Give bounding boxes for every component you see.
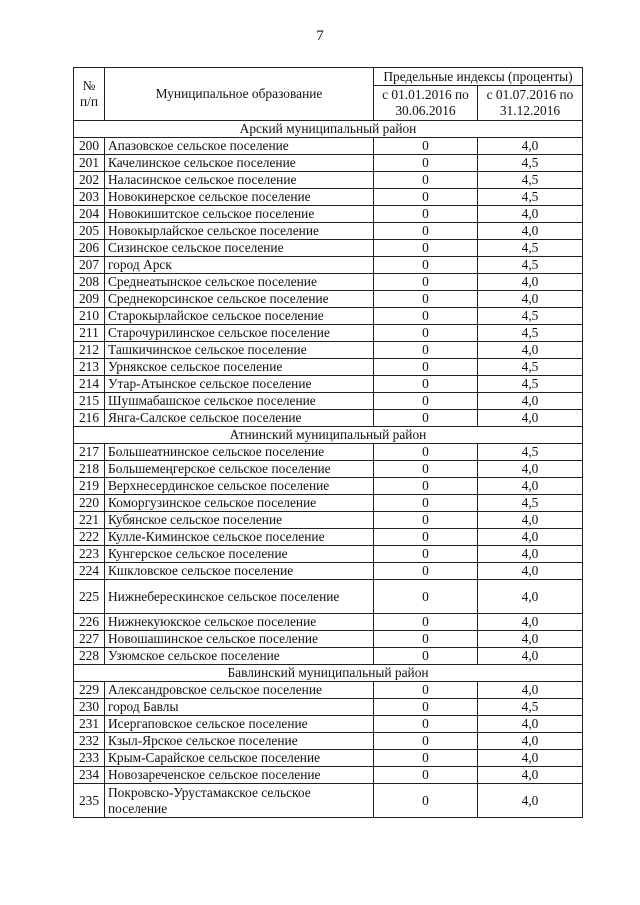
municipality-name: Покровско-Урустамакское сельское поселение — [105, 784, 374, 818]
index-period-1: 0 — [374, 444, 478, 461]
index-period-2: 4,0 — [478, 631, 583, 648]
table-row — [74, 359, 583, 376]
row-number: 225 — [74, 580, 105, 614]
index-period-2: 4,0 — [478, 750, 583, 767]
district-header-row — [74, 665, 583, 682]
index-period-1: 0 — [374, 308, 478, 325]
index-period-1: 0 — [374, 223, 478, 240]
index-period-2: 4,5 — [478, 325, 583, 342]
index-period-1: 0 — [374, 529, 478, 546]
index-period-2: 4,0 — [478, 461, 583, 478]
row-number: 232 — [74, 733, 105, 750]
index-period-1: 0 — [374, 716, 478, 733]
municipality-name: Кунгерское сельское поселение — [105, 546, 374, 563]
index-period-2: 4,5 — [478, 444, 583, 461]
index-period-1: 0 — [374, 733, 478, 750]
table-row — [74, 784, 583, 818]
table-row — [74, 512, 583, 529]
table-row — [74, 274, 583, 291]
row-number: 222 — [74, 529, 105, 546]
index-period-1: 0 — [374, 767, 478, 784]
index-period-2: 4,0 — [478, 784, 583, 818]
index-period-1: 0 — [374, 495, 478, 512]
index-period-1: 0 — [374, 699, 478, 716]
table-body — [74, 121, 583, 818]
table-row — [74, 631, 583, 648]
row-number: 201 — [74, 155, 105, 172]
row-number: 230 — [74, 699, 105, 716]
indices-table — [73, 67, 583, 818]
index-period-2: 4,0 — [478, 342, 583, 359]
municipality-name: Урнякское сельское поселение — [105, 359, 374, 376]
table-row — [74, 240, 583, 257]
municipality-name: Старочурилинское сельское поселение — [105, 325, 374, 342]
row-number: 216 — [74, 410, 105, 427]
district-name: Арский муниципальный район — [74, 121, 583, 138]
municipality-name: Узюмское сельское поселение — [105, 648, 374, 665]
municipality-name: Кзыл-Ярское сельское поселение — [105, 733, 374, 750]
row-number: 208 — [74, 274, 105, 291]
table-row — [74, 291, 583, 308]
municipality-name: город Арск — [105, 257, 374, 274]
table-row — [74, 563, 583, 580]
index-period-2: 4,0 — [478, 682, 583, 699]
index-period-1: 0 — [374, 648, 478, 665]
index-period-2: 4,0 — [478, 529, 583, 546]
table-row — [74, 529, 583, 546]
municipality-name: Качелинское сельское поселение — [105, 155, 374, 172]
row-number: 226 — [74, 614, 105, 631]
municipality-name: Новозареченское сельское поселение — [105, 767, 374, 784]
index-period-2: 4,0 — [478, 393, 583, 410]
row-number: 203 — [74, 189, 105, 206]
index-period-1: 0 — [374, 563, 478, 580]
table-row — [74, 155, 583, 172]
row-number: 215 — [74, 393, 105, 410]
row-number: 223 — [74, 546, 105, 563]
municipality-name: Нижнеберескинское сельское поселение — [105, 580, 374, 614]
row-number: 200 — [74, 138, 105, 155]
row-number: 218 — [74, 461, 105, 478]
table-row — [74, 257, 583, 274]
index-period-1: 0 — [374, 359, 478, 376]
index-period-1: 0 — [374, 240, 478, 257]
municipality-name: Сизинское сельское поселение — [105, 240, 374, 257]
index-period-1: 0 — [374, 784, 478, 818]
index-period-1: 0 — [374, 274, 478, 291]
index-period-1: 0 — [374, 410, 478, 427]
municipality-name: Янга-Салское сельское поселение — [105, 410, 374, 427]
index-period-2: 4,0 — [478, 580, 583, 614]
index-period-1: 0 — [374, 189, 478, 206]
index-period-1: 0 — [374, 393, 478, 410]
row-number: 202 — [74, 172, 105, 189]
row-number: 206 — [74, 240, 105, 257]
table-row — [74, 614, 583, 631]
municipality-name: Большеатнинское сельское поселение — [105, 444, 374, 461]
row-number: 233 — [74, 750, 105, 767]
row-number: 220 — [74, 495, 105, 512]
index-period-2: 4,0 — [478, 138, 583, 155]
index-period-1: 0 — [374, 291, 478, 308]
index-period-1: 0 — [374, 206, 478, 223]
municipality-name: Новошашинское сельское поселение — [105, 631, 374, 648]
row-number: 219 — [74, 478, 105, 495]
index-period-1: 0 — [374, 750, 478, 767]
municipality-name: Большемеңгерское сельское поселение — [105, 461, 374, 478]
table-row — [74, 410, 583, 427]
index-period-1: 0 — [374, 376, 478, 393]
index-period-2: 4,5 — [478, 308, 583, 325]
index-period-1: 0 — [374, 342, 478, 359]
index-period-1: 0 — [374, 461, 478, 478]
index-period-2: 4,5 — [478, 376, 583, 393]
row-number: 234 — [74, 767, 105, 784]
index-period-1: 0 — [374, 631, 478, 648]
row-number: 221 — [74, 512, 105, 529]
row-number: 204 — [74, 206, 105, 223]
index-period-2: 4,5 — [478, 172, 583, 189]
row-number: 224 — [74, 563, 105, 580]
index-period-2: 4,0 — [478, 223, 583, 240]
index-period-2: 4,5 — [478, 240, 583, 257]
index-period-1: 0 — [374, 155, 478, 172]
municipality-name: Коморгузинское сельское поселение — [105, 495, 374, 512]
row-number: 211 — [74, 325, 105, 342]
row-number: 227 — [74, 631, 105, 648]
table-row — [74, 478, 583, 495]
row-number: 231 — [74, 716, 105, 733]
district-header-row — [74, 121, 583, 138]
municipality-name: Кшкловское сельское поселение — [105, 563, 374, 580]
index-period-2: 4,5 — [478, 155, 583, 172]
municipality-name: Среднеатынское сельское поселение — [105, 274, 374, 291]
index-period-2: 4,0 — [478, 614, 583, 631]
municipality-name: Кубянское сельское поселение — [105, 512, 374, 529]
row-number: 228 — [74, 648, 105, 665]
municipality-name: Шушмабашское сельское поселение — [105, 393, 374, 410]
index-period-1: 0 — [374, 172, 478, 189]
index-period-2: 4,5 — [478, 257, 583, 274]
index-period-1: 0 — [374, 478, 478, 495]
municipality-name: Новокишитское сельское поселение — [105, 206, 374, 223]
municipality-name: Александровское сельское поселение — [105, 682, 374, 699]
table-row — [74, 172, 583, 189]
row-number: 214 — [74, 376, 105, 393]
table-row — [74, 223, 583, 240]
row-number: 209 — [74, 291, 105, 308]
municipality-name: Ташкичинское сельское поселение — [105, 342, 374, 359]
index-period-2: 4,0 — [478, 274, 583, 291]
index-period-2: 4,0 — [478, 733, 583, 750]
municipality-name: Новокинерское сельское поселение — [105, 189, 374, 206]
table-row — [74, 767, 583, 784]
table-row — [74, 189, 583, 206]
municipality-name: Старокырлайское сельское поселение — [105, 308, 374, 325]
index-period-2: 4,0 — [478, 648, 583, 665]
column-header-municipality: Муниципальное образование — [105, 68, 374, 121]
municipality-name: Новокырлайское сельское поселение — [105, 223, 374, 240]
index-period-2: 4,0 — [478, 512, 583, 529]
index-period-2: 4,5 — [478, 699, 583, 716]
table-row — [74, 750, 583, 767]
column-header-number: № п/п — [74, 68, 105, 121]
column-header-period-1: с 01.01.2016 по 30.06.2016 — [374, 86, 478, 121]
row-number: 235 — [74, 784, 105, 818]
table-row — [74, 342, 583, 359]
row-number: 217 — [74, 444, 105, 461]
table-row — [74, 325, 583, 342]
row-number: 229 — [74, 682, 105, 699]
table-row — [74, 495, 583, 512]
index-period-2: 4,0 — [478, 206, 583, 223]
row-number: 207 — [74, 257, 105, 274]
table-row — [74, 648, 583, 665]
district-name: Бавлинский муниципальный район — [74, 665, 583, 682]
table-row — [74, 393, 583, 410]
municipality-name: город Бавлы — [105, 699, 374, 716]
index-period-1: 0 — [374, 138, 478, 155]
municipality-name: Крым-Сарайское сельское поселение — [105, 750, 374, 767]
municipality-name: Исергаповское сельское поселение — [105, 716, 374, 733]
table-row — [74, 376, 583, 393]
index-period-1: 0 — [374, 546, 478, 563]
table-row — [74, 444, 583, 461]
table-row — [74, 461, 583, 478]
row-number: 205 — [74, 223, 105, 240]
municipality-name: Кулле-Киминское сельское поселение — [105, 529, 374, 546]
district-header-row — [74, 427, 583, 444]
index-period-2: 4,0 — [478, 546, 583, 563]
index-period-1: 0 — [374, 580, 478, 614]
index-period-2: 4,0 — [478, 563, 583, 580]
row-number: 212 — [74, 342, 105, 359]
column-header-indices-group: Предельные индексы (проценты) — [374, 68, 583, 86]
municipality-name: Наласинское сельское поселение — [105, 172, 374, 189]
column-header-period-2: с 01.07.2016 по 31.12.2016 — [478, 86, 583, 121]
table-row — [74, 206, 583, 223]
table-row — [74, 308, 583, 325]
index-period-2: 4,0 — [478, 291, 583, 308]
municipality-name: Нижнекуюкское сельское поселение — [105, 614, 374, 631]
index-period-2: 4,5 — [478, 359, 583, 376]
index-period-1: 0 — [374, 682, 478, 699]
district-name: Атнинский муниципальный район — [74, 427, 583, 444]
index-period-1: 0 — [374, 257, 478, 274]
table-row — [74, 699, 583, 716]
table-row — [74, 733, 583, 750]
index-period-1: 0 — [374, 512, 478, 529]
municipality-name: Верхнесердинское сельское поселение — [105, 478, 374, 495]
index-period-2: 4,0 — [478, 410, 583, 427]
table-row — [74, 580, 583, 614]
index-period-2: 4,0 — [478, 478, 583, 495]
municipality-name: Апазовское сельское поселение — [105, 138, 374, 155]
page-number: 7 — [316, 28, 324, 44]
table-row — [74, 138, 583, 155]
row-number: 213 — [74, 359, 105, 376]
table-row — [74, 546, 583, 563]
table-row — [74, 682, 583, 699]
municipality-name: Утар-Атынское сельское поселение — [105, 376, 374, 393]
table-row — [74, 716, 583, 733]
municipality-name: Среднекорсинское сельское поселение — [105, 291, 374, 308]
row-number: 210 — [74, 308, 105, 325]
index-period-2: 4,5 — [478, 495, 583, 512]
index-period-1: 0 — [374, 325, 478, 342]
index-period-2: 4,0 — [478, 767, 583, 784]
index-period-1: 0 — [374, 614, 478, 631]
index-period-2: 4,5 — [478, 189, 583, 206]
index-period-2: 4,0 — [478, 716, 583, 733]
